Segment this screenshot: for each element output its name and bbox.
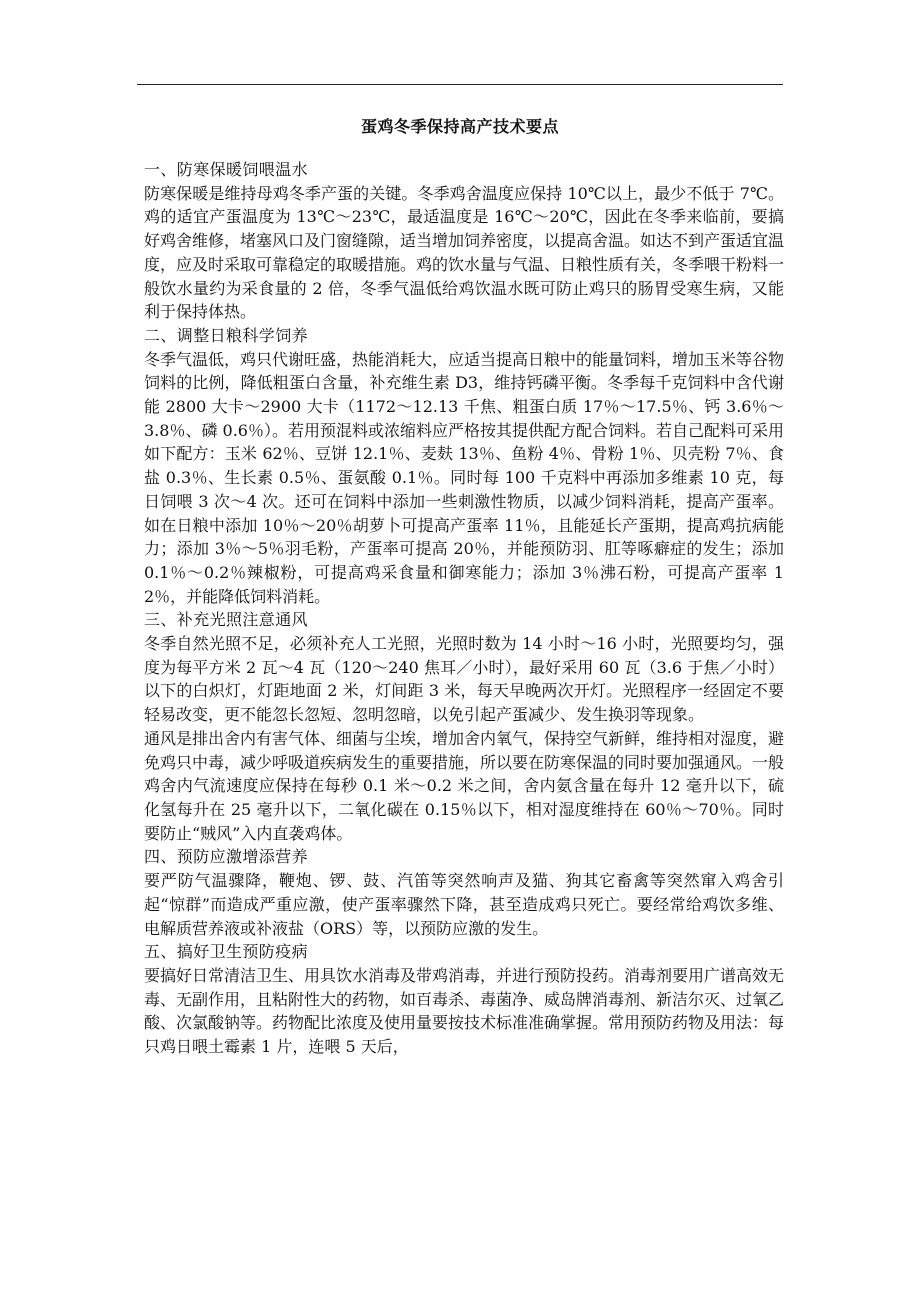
header-rule (137, 84, 783, 85)
section-4-paragraph: 要严防气温骤降，鞭炮、锣、鼓、汽笛等突然响声及猫、狗其它畜禽等突然窜入鸡舍引起“惊群”而造成严重应激，使产蛋率骤然下降，甚至造成鸡只死亡。要经常给鸡饮多维、电解质营养液或补液盐（ORS）等，以预防应激的发生。 (144, 871, 784, 938)
section-2-paragraph: 冬季气温低，鸡只代谢旺盛，热能消耗大，应适当提高日粮中的能量饲料，增加玉米等谷物饲料的比例，降低粗蛋白含量，补充维生素 D3，维持钙磷平衡。冬季每千克饲料中含代谢能 2800 大卡～2900 大卡（1172～12.13 千焦、粗蛋白质 17％～17.5％、钙 3.6％～3.8％、磷 0.6％）。若用预混料或浓缩料应严格按其提供配方配合饲料。若自己配料可采用如下配方：玉米 62％、豆饼 12.1％、麦麸 13％、鱼粉 4％、骨粉 1％、贝壳粉 7％、食盐 0.3％、生长素 0.5％、蛋氨酸 0.1％。同时每 100 千克料中再添加多维素 10 克，每日饲喂 3 次～4 次。还可在饲料中添加一些刺激性物质，以减少饲料消耗，提高产蛋率。如在日粮中添加 10％～20％胡萝卜可提高产蛋率 11％，且能延长产蛋期，提高鸡抗病能力；添加 3％～5％羽毛粉，产蛋率可提高 20％，并能预防羽、肛等啄癖症的发生；添加 0.1％～0.2％辣椒粉，可提高鸡采食量和御寒能力；添加 3％沸石粉，可提高产蛋率 12％，并能降低饲料消耗。 (144, 349, 785, 606)
section-heading-5: 五、搞好卫生预防疫病 (144, 942, 309, 962)
section-1-paragraph: 防寒保暖是维持母鸡冬季产蛋的关键。冬季鸡舍温度应保持 10℃以上，最少不低于 7℃。鸡的适宜产蛋温度为 13℃～23℃，最适温度是 16℃～20℃，因此在冬季来临前，要搞好鸡舍维修，堵塞风口及门窗缝隙，适当增加饲养密度，以提高舍温。如达不到产蛋适宜温度，应及时采取可靠稳定的取暖措施。鸡的饮水量与气温、日粮性质有关，冬季喂干粉料一般饮水量约为采食量的 2 倍，冬季气温低给鸡饮温水既可防止鸡只的肠胃受寒生病，又能利于保持体热。 (144, 183, 785, 322)
section-3-paragraph-lighting: 冬季自然光照不足，必须补充人工光照，光照时数为 14 小时～16 小时，光照要均匀，强度为每平方米 2 瓦～4 瓦（120～240 焦耳／小时），最好采用 60 瓦（3.6 于焦／小时）以下的白炽灯，灯距地面 2 米，灯间距 3 米，每天早晚两次开灯。光照程序一经固定不要轻易改变，更不能忽长忽短、忽明忽暗，以免引起产蛋减少、发生换羽等现象。 (144, 634, 784, 725)
document-title: 蛋鸡冬季保持高产技术要点 (360, 117, 559, 136)
section-heading-1: 一、防寒保暖饲喂温水 (144, 160, 309, 179)
section-5-paragraph: 要搞好日常清洁卫生、用具饮水消毒及带鸡消毒，并进行预防投药。消毒剂要用广谱高效无毒、无副作用，且粘附性大的药物，如百毒杀、毒菌净、威岛牌消毒剂、新洁尔灭、过氧乙酸、次氯酸钠等。药物配比浓度及使用量要按技术标准准确掌握。常用预防药物及用法：每只鸡日喂土霉素 1 片，连喂 5 天后， (144, 965, 785, 1057)
section-heading-3: 三、补充光照注意通风 (144, 610, 309, 630)
document-body (144, 158, 784, 1059)
section-heading-4: 四、预防应激增添营养 (144, 847, 309, 867)
section-heading-2: 二、调整日粮科学饲养 (144, 325, 309, 345)
section-3-paragraph-ventilation: 通风是排出舍内有害气体、细菌与尘埃，增加舍内氧气，保持空气新鲜，维持相对湿度，避免鸡只中毒，减少呼吸道疾病发生的重要措施，所以要在防寒保温的同时要加强通风。一般鸡舍内气流速度应保持在每秒 0.1 米～0.2 米之间，舍内氨含量在每升 12 毫升以下，硫化氢每升在 25 毫升以下，二氧化碳在 0.15％以下，相对湿度维持在 60％～70％。同时要防止“贼风”入内直袭鸡体。 (144, 728, 785, 843)
